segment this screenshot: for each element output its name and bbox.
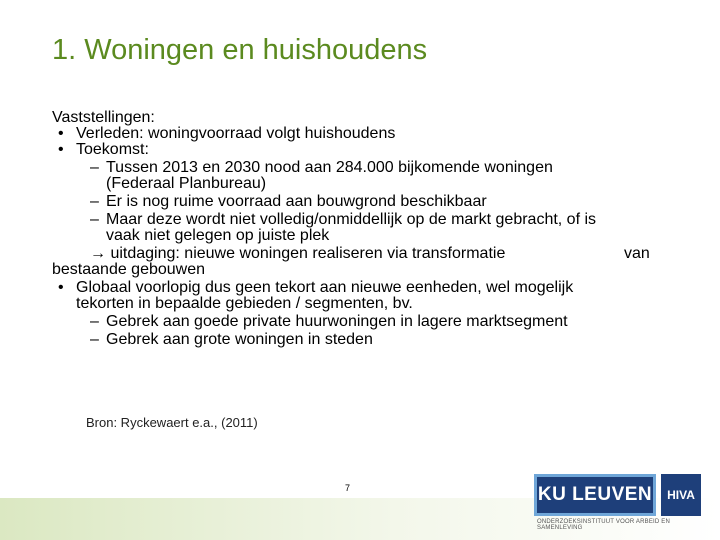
page-number: 7 [345, 483, 351, 493]
slide-title: 1. Woningen en huishoudens [52, 34, 428, 66]
ku-leuven-logo-text: KU LEUVEN [537, 484, 653, 505]
bullet-text: Toekomst: [76, 141, 149, 158]
sub-bullet-bouwgrond [52, 194, 672, 210]
bullet-icon: • [58, 125, 64, 142]
sub-bullet-huurwoningen [52, 314, 672, 330]
ku-leuven-logo [534, 474, 656, 516]
bullet-verleden [52, 126, 672, 142]
dash-icon: – [90, 193, 99, 210]
logo-tagline: ONDERZOEKSINSTITUUT VOOR ARBEID EN SAMENLEVING [537, 519, 671, 531]
hiva-logo [661, 474, 701, 516]
sub-bullet-grote-woningen [52, 332, 672, 348]
dash-icon: – [90, 211, 99, 228]
sub-text: Tussen 2013 en 2030 nood aan 284.000 bijkomende woningen [106, 159, 553, 176]
arrow-right-icon: → [90, 245, 106, 262]
sub-text: Maar deze wordt niet volledig/onmiddellijk op de markt gebracht, of is [106, 211, 597, 228]
bullet-text: Verleden: woningvoorraad volgt huishoudens [76, 125, 396, 142]
intro-line: Vaststellingen: [52, 109, 155, 126]
source-citation: Bron: Ryckewaert e.a., (2011) [86, 415, 258, 430]
arrow-text: uitdaging: nieuwe woningen realiseren via transformatie [110, 245, 506, 262]
arrow-line [52, 246, 672, 262]
arrow-text-cont: bestaande gebouwen [52, 261, 206, 278]
sub-bullet-planbureau [52, 160, 672, 176]
bullet-globaal [52, 280, 672, 296]
sub-text: Er is nog ruime voorraad aan bouwgrond beschikbaar [106, 193, 487, 210]
dash-icon: – [90, 313, 99, 330]
sub-text-cont: vaak niet gelegen op juiste plek [106, 227, 330, 244]
sub-text: Gebrek aan goede private huurwoningen in lagere marktsegment [106, 313, 568, 330]
sub-text-cont: (Federaal Planbureau) [106, 175, 267, 192]
hiva-logo-text: HIVA [667, 488, 695, 502]
bullet-text: Globaal voorlopig dus geen tekort aan nieuwe eenheden, wel mogelijk [76, 279, 574, 296]
bullet-toekomst [52, 142, 672, 158]
bullet-text-cont: tekorten in bepaalde gebieden / segmenten, bv. [76, 295, 413, 312]
dash-icon: – [90, 331, 99, 348]
bullet-icon: • [58, 279, 64, 296]
slide-body [52, 110, 672, 348]
sub-bullet-markt [52, 212, 672, 228]
bullet-icon: • [58, 141, 64, 158]
arrow-text-van: van [624, 245, 650, 262]
sub-text: Gebrek aan grote woningen in steden [106, 331, 373, 348]
dash-icon: – [90, 159, 99, 176]
